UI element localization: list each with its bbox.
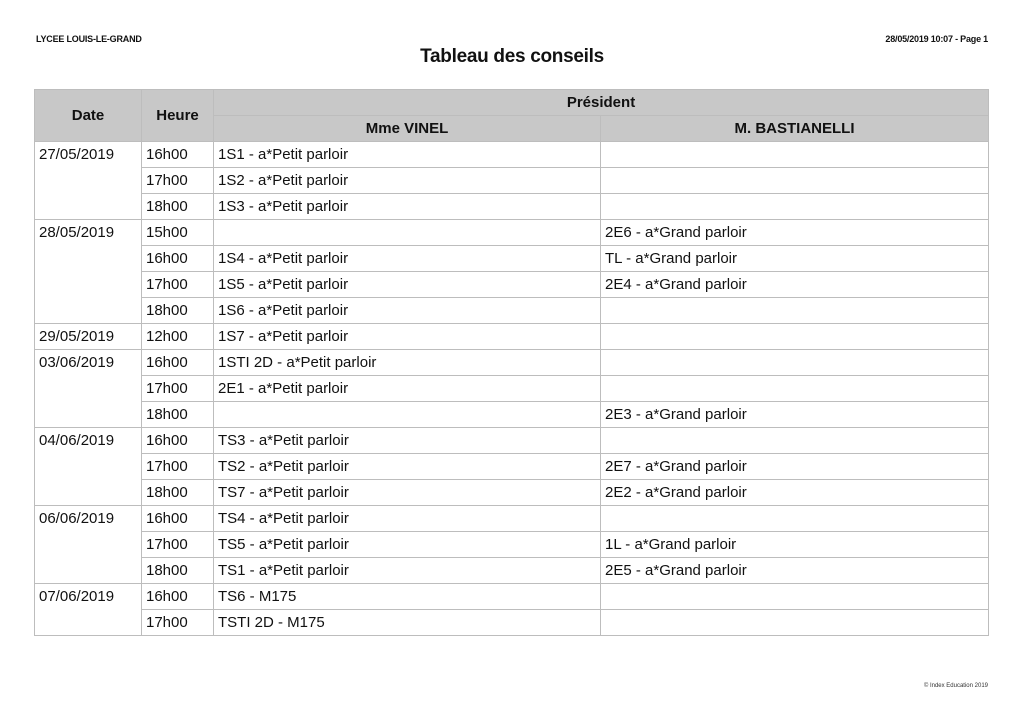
vinel-cell: TS5 - a*Petit parloir bbox=[214, 532, 601, 558]
time-cell: 16h00 bbox=[142, 246, 214, 272]
table-row bbox=[35, 402, 989, 428]
date-cell: 28/05/2019 bbox=[35, 220, 142, 246]
table-row bbox=[35, 532, 989, 558]
time-cell: 16h00 bbox=[142, 142, 214, 168]
bastianelli-cell bbox=[601, 324, 989, 350]
vinel-cell: 1S2 - a*Petit parloir bbox=[214, 168, 601, 194]
vinel-cell: TS1 - a*Petit parloir bbox=[214, 558, 601, 584]
bastianelli-cell bbox=[601, 168, 989, 194]
header-vinel: Mme VINEL bbox=[214, 116, 601, 142]
date-cell: 03/06/2019 bbox=[35, 350, 142, 376]
vinel-cell: 1STI 2D - a*Petit parloir bbox=[214, 350, 601, 376]
date-cell bbox=[35, 298, 142, 324]
table-row bbox=[35, 350, 989, 376]
time-cell: 18h00 bbox=[142, 558, 214, 584]
vinel-cell: TS2 - a*Petit parloir bbox=[214, 454, 601, 480]
header-heure: Heure bbox=[142, 90, 214, 142]
time-cell: 18h00 bbox=[142, 402, 214, 428]
page-title: Tableau des conseils bbox=[420, 46, 604, 67]
date-cell: 29/05/2019 bbox=[35, 324, 142, 350]
table-row bbox=[35, 376, 989, 402]
time-cell: 18h00 bbox=[142, 194, 214, 220]
bastianelli-cell: 2E5 - a*Grand parloir bbox=[601, 558, 989, 584]
date-cell bbox=[35, 480, 142, 506]
date-cell: 06/06/2019 bbox=[35, 506, 142, 532]
bastianelli-cell bbox=[601, 584, 989, 610]
time-cell: 16h00 bbox=[142, 350, 214, 376]
table-row bbox=[35, 194, 989, 220]
time-cell: 16h00 bbox=[142, 506, 214, 532]
bastianelli-cell bbox=[601, 376, 989, 402]
date-cell bbox=[35, 532, 142, 558]
table-row bbox=[35, 610, 989, 636]
table-row bbox=[35, 584, 989, 610]
bastianelli-cell: 2E6 - a*Grand parloir bbox=[601, 220, 989, 246]
table-row bbox=[35, 454, 989, 480]
vinel-cell: TSTI 2D - M175 bbox=[214, 610, 601, 636]
bastianelli-cell bbox=[601, 428, 989, 454]
vinel-cell: TS7 - a*Petit parloir bbox=[214, 480, 601, 506]
time-cell: 18h00 bbox=[142, 298, 214, 324]
bastianelli-cell: 2E3 - a*Grand parloir bbox=[601, 402, 989, 428]
table-body bbox=[35, 142, 989, 636]
copyright-footer: © Index Education 2019 bbox=[923, 683, 988, 689]
time-cell: 15h00 bbox=[142, 220, 214, 246]
time-cell: 16h00 bbox=[142, 428, 214, 454]
time-cell: 17h00 bbox=[142, 532, 214, 558]
table-row bbox=[35, 506, 989, 532]
time-cell: 16h00 bbox=[142, 584, 214, 610]
bastianelli-cell bbox=[601, 506, 989, 532]
date-cell bbox=[35, 194, 142, 220]
date-cell bbox=[35, 558, 142, 584]
vinel-cell: 1S1 - a*Petit parloir bbox=[214, 142, 601, 168]
date-cell: 27/05/2019 bbox=[35, 142, 142, 168]
date-cell bbox=[35, 272, 142, 298]
date-cell: 07/06/2019 bbox=[35, 584, 142, 610]
header-president: Président bbox=[214, 90, 989, 116]
vinel-cell bbox=[214, 402, 601, 428]
header-bastianelli: M. BASTIANELLI bbox=[601, 116, 989, 142]
bastianelli-cell bbox=[601, 350, 989, 376]
table-row bbox=[35, 272, 989, 298]
time-cell: 12h00 bbox=[142, 324, 214, 350]
print-timestamp: 28/05/2019 10:07 - Page 1 bbox=[885, 34, 988, 44]
date-cell: 04/06/2019 bbox=[35, 428, 142, 454]
date-cell bbox=[35, 246, 142, 272]
bastianelli-cell: 2E7 - a*Grand parloir bbox=[601, 454, 989, 480]
table-row bbox=[35, 142, 989, 168]
vinel-cell: 1S6 - a*Petit parloir bbox=[214, 298, 601, 324]
bastianelli-cell: 2E4 - a*Grand parloir bbox=[601, 272, 989, 298]
table-row bbox=[35, 558, 989, 584]
bastianelli-cell bbox=[601, 610, 989, 636]
date-cell bbox=[35, 610, 142, 636]
vinel-cell: 1S5 - a*Petit parloir bbox=[214, 272, 601, 298]
date-cell bbox=[35, 454, 142, 480]
vinel-cell: 2E1 - a*Petit parloir bbox=[214, 376, 601, 402]
date-cell bbox=[35, 168, 142, 194]
table-row bbox=[35, 428, 989, 454]
bastianelli-cell bbox=[601, 298, 989, 324]
bastianelli-cell bbox=[601, 142, 989, 168]
time-cell: 18h00 bbox=[142, 480, 214, 506]
bastianelli-cell: TL - a*Grand parloir bbox=[601, 246, 989, 272]
table-row bbox=[35, 298, 989, 324]
date-cell bbox=[35, 402, 142, 428]
table-row bbox=[35, 480, 989, 506]
table-row bbox=[35, 168, 989, 194]
header-date: Date bbox=[35, 90, 142, 142]
vinel-cell: TS6 - M175 bbox=[214, 584, 601, 610]
time-cell: 17h00 bbox=[142, 168, 214, 194]
school-name: LYCEE LOUIS-LE-GRAND bbox=[36, 34, 142, 44]
bastianelli-cell bbox=[601, 194, 989, 220]
council-table bbox=[34, 89, 989, 636]
time-cell: 17h00 bbox=[142, 454, 214, 480]
table-row bbox=[35, 324, 989, 350]
date-cell bbox=[35, 376, 142, 402]
vinel-cell: TS3 - a*Petit parloir bbox=[214, 428, 601, 454]
vinel-cell: TS4 - a*Petit parloir bbox=[214, 506, 601, 532]
table-row bbox=[35, 220, 989, 246]
time-cell: 17h00 bbox=[142, 610, 214, 636]
vinel-cell: 1S4 - a*Petit parloir bbox=[214, 246, 601, 272]
time-cell: 17h00 bbox=[142, 376, 214, 402]
table-row bbox=[35, 246, 989, 272]
bastianelli-cell: 1L - a*Grand parloir bbox=[601, 532, 989, 558]
time-cell: 17h00 bbox=[142, 272, 214, 298]
vinel-cell: 1S7 - a*Petit parloir bbox=[214, 324, 601, 350]
vinel-cell bbox=[214, 220, 601, 246]
bastianelli-cell: 2E2 - a*Grand parloir bbox=[601, 480, 989, 506]
vinel-cell: 1S3 - a*Petit parloir bbox=[214, 194, 601, 220]
